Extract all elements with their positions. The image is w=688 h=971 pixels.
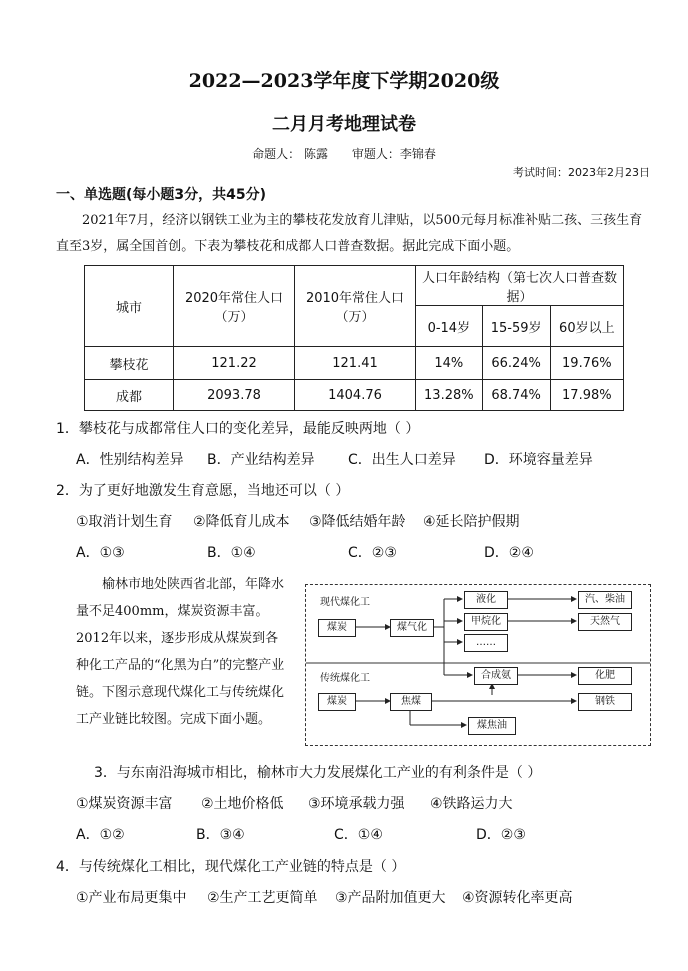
q4-item-2: ②生产工艺更简单 — [207, 890, 318, 906]
q2-option-d[interactable]: D．②④ — [484, 545, 534, 561]
node-fertilizer: 化肥 — [578, 667, 632, 685]
node-synth-ammonia: 合成氨 — [474, 667, 518, 685]
q2-item-4: ④延长陪护假期 — [423, 514, 520, 530]
q1-option-b[interactable]: B．产业结构差异 — [207, 452, 315, 468]
q3-option-b[interactable]: B．③④ — [196, 827, 245, 843]
node-methanate: 甲烷化 — [464, 613, 508, 631]
question-1-stem: 1．攀枝花与成都常住人口的变化差异，最能反映两地（ ） — [56, 421, 420, 437]
q3-item-4: ④铁路运力大 — [430, 796, 513, 812]
cell-age1: 13.28% — [416, 380, 483, 411]
q3-item-1: ①煤炭资源丰富 — [76, 796, 173, 812]
yulin-paragraph: 榆林市地处陕西省北部，年降水量不足400mm，煤炭资源丰富。2012年以来，逐步形成从煤炭到各种化工产品的“化黑为白”的完整产业链。下图示意现代煤化工与传统煤化工产业链比较图。完成下面小题。 — [76, 577, 285, 727]
cell-age1: 14% — [416, 347, 483, 380]
cell-2020: 2093.78 — [174, 380, 295, 411]
cell-age3: 19.76% — [550, 347, 623, 380]
q3-item-3: ③环境承载力强 — [308, 796, 405, 812]
table-row — [85, 347, 624, 380]
intro-paragraph: 2021年7月，经济以钢铁工业为主的攀枝花发放育儿津贴，以500元每月标准补贴二孩、三孩生育直至3岁，属全国首创。下表为攀枝花和成都人口普查数据。据此完成下面小题。 — [56, 213, 643, 254]
node-liquefy: 液化 — [464, 591, 508, 609]
question-3-stem: 3．与东南沿海城市相比，榆林市大力发展煤化工产业的有利条件是（ ） — [94, 765, 542, 781]
header-age-15-59: 15-59岁 — [482, 306, 550, 347]
node-coal-modern: 煤炭 — [318, 619, 356, 637]
header-city: 城市 — [85, 266, 174, 347]
q3-item-2: ②土地价格低 — [201, 796, 284, 812]
setter: 命题人： 陈露 — [252, 147, 328, 161]
q2-item-2: ②降低育儿成本 — [193, 514, 290, 530]
q2-option-a[interactable]: A．①③ — [76, 545, 125, 561]
exam-time: 考试时间：2023年2月23日 — [513, 166, 650, 179]
q3-option-c[interactable]: C．①④ — [334, 827, 383, 843]
cell-city: 成都 — [85, 380, 174, 411]
table-row — [85, 380, 624, 411]
node-steel: 钢铁 — [578, 693, 632, 711]
modern-label: 现代煤化工 — [320, 597, 370, 608]
cell-age2: 68.74% — [482, 380, 550, 411]
node-gasify: 煤气化 — [390, 619, 434, 637]
reviewer: 审题人：李锦春 — [351, 147, 436, 161]
question-2-stem: 2．为了更好地激发生育意愿，当地还可以（ ） — [56, 483, 350, 499]
node-coke: 焦煤 — [390, 693, 432, 711]
q4-item-4: ④资源转化率更高 — [462, 890, 573, 906]
traditional-label: 传统煤化工 — [320, 673, 370, 684]
q1-option-c[interactable]: C．出生人口差异 — [348, 452, 456, 468]
question-4-stem: 4．与传统煤化工相比，现代煤化工产业链的特点是（ ） — [56, 859, 406, 875]
header-age-60: 60岁以上 — [550, 306, 623, 347]
cell-city: 攀枝花 — [85, 347, 174, 380]
population-table — [84, 265, 624, 411]
q2-item-3: ③降低结婚年龄 — [309, 514, 406, 530]
header-age-0-14: 0-14岁 — [416, 306, 483, 347]
coal-chemical-diagram — [305, 584, 651, 746]
setters-line — [0, 145, 688, 162]
cell-age2: 66.24% — [482, 347, 550, 380]
node-coal-tar: 煤焦油 — [468, 717, 516, 735]
q2-option-b[interactable]: B．①④ — [207, 545, 256, 561]
node-coal-traditional: 煤炭 — [318, 693, 356, 711]
node-fuel: 汽、柴油 — [578, 591, 632, 609]
q2-item-1: ①取消计划生育 — [76, 514, 173, 530]
header-2020: 2020年常住人口（万） — [174, 266, 295, 347]
q3-option-a[interactable]: A．①② — [76, 827, 125, 843]
header-age-structure: 人口年龄结构（第七次人口普查数据） — [416, 266, 624, 306]
q1-option-d[interactable]: D．环境容量差异 — [484, 452, 593, 468]
q3-option-d[interactable]: D．②③ — [476, 827, 526, 843]
title-line-2: 二月月考地理试卷 — [272, 114, 416, 135]
cell-2020: 121.22 — [174, 347, 295, 380]
cell-2010: 1404.76 — [295, 380, 416, 411]
header-2010: 2010年常住人口（万） — [295, 266, 416, 347]
cell-age3: 17.98% — [550, 380, 623, 411]
section-heading: 一、单选题(每小题3分，共45分) — [56, 187, 267, 203]
node-natural-gas: 天然气 — [578, 613, 632, 631]
node-etc: …… — [464, 634, 508, 652]
title-line-1: 2022—2023学年度下学期2020级 — [188, 70, 500, 92]
q4-item-3: ③产品附加值更大 — [335, 890, 446, 906]
cell-2010: 121.41 — [295, 347, 416, 380]
q1-option-a[interactable]: A．性别结构差异 — [76, 452, 184, 468]
q2-option-c[interactable]: C．②③ — [348, 545, 397, 561]
q4-item-1: ①产业布局更集中 — [76, 890, 187, 906]
